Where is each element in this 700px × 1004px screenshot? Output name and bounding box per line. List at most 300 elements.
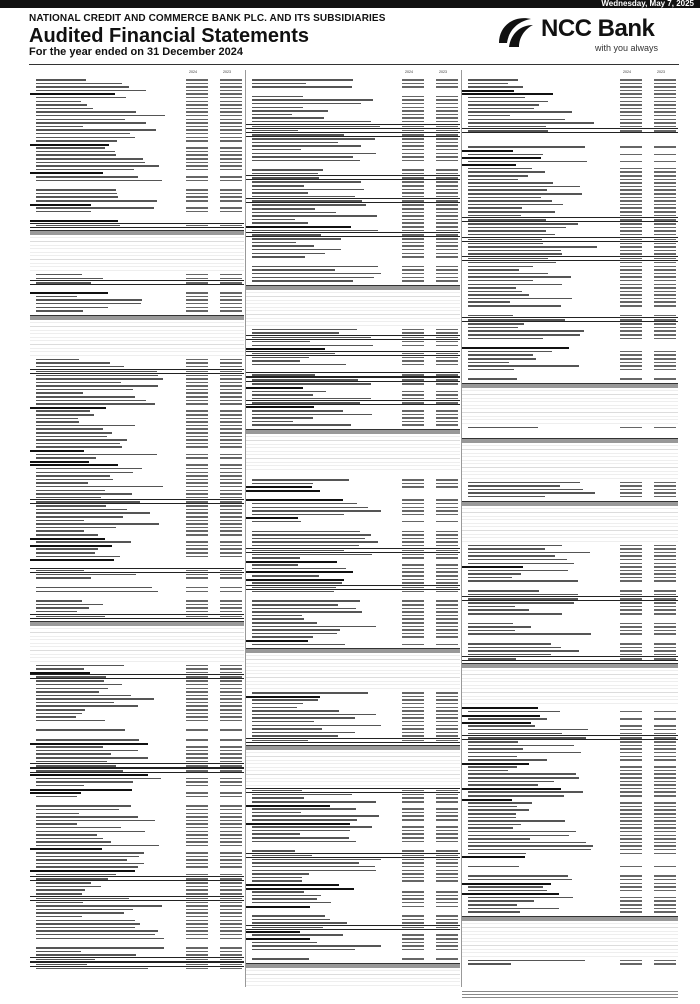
row-value-prior xyxy=(654,291,676,293)
row-value-current xyxy=(402,866,424,868)
row-value-current xyxy=(186,126,208,128)
row-value-prior xyxy=(654,215,676,217)
row-value-current xyxy=(402,219,424,221)
row-label xyxy=(36,878,108,880)
row-label xyxy=(36,482,88,484)
row-value-current xyxy=(620,146,642,148)
row-label xyxy=(468,552,590,554)
row-label xyxy=(252,604,338,606)
row-label xyxy=(252,927,323,929)
row-value-prior xyxy=(654,886,676,888)
row-label xyxy=(36,750,138,752)
row-value-current xyxy=(620,748,642,750)
row-value-prior xyxy=(654,86,676,88)
row-label xyxy=(36,713,82,715)
row-value-prior xyxy=(654,598,676,600)
row-value-prior xyxy=(436,507,458,509)
row-label xyxy=(36,468,142,470)
row-label xyxy=(36,310,83,312)
row-value-current xyxy=(620,654,642,656)
row-value-current xyxy=(186,359,208,361)
row-value-current xyxy=(620,200,642,202)
row-value-current xyxy=(186,923,208,925)
row-value-prior xyxy=(654,626,676,628)
row-value-current xyxy=(620,280,642,282)
row-value-current xyxy=(402,919,424,921)
row-label xyxy=(36,396,135,398)
row-label xyxy=(36,893,82,895)
row-value-prior xyxy=(436,226,458,228)
row-value-current xyxy=(620,824,642,826)
row-label xyxy=(468,189,547,191)
row-label xyxy=(252,417,313,419)
statement-row xyxy=(462,962,678,966)
row-value-prior xyxy=(436,86,458,88)
row-value-prior xyxy=(654,838,676,840)
period-subtitle: For the year ended on 31 December 2024 xyxy=(29,46,243,58)
row-value-current xyxy=(620,253,642,255)
row-value-current xyxy=(402,160,424,162)
row-value-current xyxy=(402,107,424,109)
row-value-prior xyxy=(220,165,242,167)
row-label xyxy=(468,227,566,229)
row-value-prior xyxy=(654,243,676,245)
row-value-current xyxy=(620,126,642,128)
row-value-prior xyxy=(220,362,242,364)
row-value-current xyxy=(186,104,208,106)
row-label xyxy=(252,222,308,224)
row-value-current xyxy=(402,880,424,882)
row-value-prior xyxy=(436,479,458,481)
schedule-table xyxy=(462,438,678,479)
row-label xyxy=(252,568,346,570)
row-value-current xyxy=(186,147,208,149)
row-label xyxy=(36,403,155,405)
column-header xyxy=(392,70,460,74)
row-value-current xyxy=(402,156,424,158)
row-label xyxy=(36,874,116,876)
row-value-prior xyxy=(220,746,242,748)
row-value-current xyxy=(186,968,208,970)
row-value-prior xyxy=(436,117,458,119)
row-label xyxy=(252,629,340,631)
row-value-current xyxy=(186,428,208,430)
row-value-current xyxy=(620,733,642,735)
row-value-current xyxy=(186,587,208,589)
row-value-prior xyxy=(436,332,458,334)
row-value-prior xyxy=(220,534,242,536)
row-value-current xyxy=(186,137,208,139)
row-value-current xyxy=(620,186,642,188)
row-value-prior xyxy=(220,119,242,121)
row-value-current xyxy=(186,785,208,787)
row-label xyxy=(252,644,345,646)
schedule-table xyxy=(462,383,678,424)
row-value-prior xyxy=(220,902,242,904)
row-value-prior xyxy=(220,520,242,522)
row-value-prior xyxy=(436,238,458,240)
row-value-prior xyxy=(654,609,676,611)
row-label xyxy=(252,915,325,917)
schedule-table xyxy=(246,285,460,326)
row-value-prior xyxy=(436,812,458,814)
row-label xyxy=(36,375,158,377)
row-value-current xyxy=(186,425,208,427)
row-value-current xyxy=(186,863,208,865)
row-value-current xyxy=(620,266,642,268)
row-value-prior xyxy=(436,379,458,381)
row-value-prior xyxy=(654,79,676,81)
row-value-prior xyxy=(654,115,676,117)
row-value-current xyxy=(186,841,208,843)
row-label xyxy=(36,845,159,847)
row-value-prior xyxy=(220,729,242,731)
row-label xyxy=(36,296,77,298)
row-value-prior xyxy=(436,156,458,158)
row-label xyxy=(36,475,110,477)
row-value-prior xyxy=(220,841,242,843)
row-label xyxy=(468,824,521,826)
row-label xyxy=(36,684,122,686)
row-label xyxy=(252,554,372,556)
row-value-current xyxy=(620,111,642,113)
row-label xyxy=(468,330,584,332)
row-value-prior xyxy=(220,303,242,305)
row-value-prior xyxy=(654,820,676,822)
row-value-prior xyxy=(436,266,458,268)
row-value-prior xyxy=(654,770,676,772)
row-label xyxy=(252,797,304,799)
row-value-current xyxy=(620,215,642,217)
row-value-current xyxy=(620,552,642,554)
row-value-prior xyxy=(220,378,242,380)
row-value-prior xyxy=(220,757,242,759)
row-value-prior xyxy=(436,79,458,81)
row-label xyxy=(252,219,295,221)
row-value-current xyxy=(620,602,642,604)
year-prior-label: 2023 xyxy=(223,70,231,74)
row-value-prior xyxy=(436,819,458,821)
row-label xyxy=(252,866,375,868)
schedule-table xyxy=(462,501,678,542)
row-label xyxy=(468,175,528,177)
row-value-current xyxy=(186,684,208,686)
row-value-current xyxy=(186,468,208,470)
row-label xyxy=(252,557,300,559)
row-value-current xyxy=(186,574,208,576)
row-label xyxy=(468,827,513,829)
row-label xyxy=(252,717,355,719)
row-value-prior xyxy=(220,684,242,686)
row-value-prior xyxy=(654,849,676,851)
row-label xyxy=(252,266,378,268)
row-label xyxy=(468,613,562,615)
row-value-prior xyxy=(654,234,676,236)
row-value-current xyxy=(186,770,208,772)
row-value-current xyxy=(402,841,424,843)
row-value-current xyxy=(402,728,424,730)
row-value-prior xyxy=(654,207,676,209)
row-label xyxy=(252,421,293,423)
schedule-table xyxy=(462,663,678,704)
row-label xyxy=(468,482,580,484)
row-label xyxy=(36,920,135,922)
row-value-current xyxy=(620,171,642,173)
row-value-current xyxy=(402,169,424,171)
row-value-prior xyxy=(436,699,458,701)
row-label xyxy=(36,225,120,227)
row-value-prior xyxy=(220,831,242,833)
row-value-prior xyxy=(654,126,676,128)
row-value-prior xyxy=(220,591,242,593)
row-value-prior xyxy=(220,418,242,420)
row-value-prior xyxy=(220,108,242,110)
row-label xyxy=(36,83,122,85)
row-value-prior xyxy=(436,138,458,140)
row-value-current xyxy=(402,230,424,232)
row-value-prior xyxy=(436,587,458,589)
row-value-current xyxy=(186,702,208,704)
statement-row xyxy=(462,656,678,661)
row-value-current xyxy=(186,695,208,697)
row-value-prior xyxy=(436,196,458,198)
row-value-current xyxy=(186,93,208,95)
row-label xyxy=(36,307,108,309)
row-value-current xyxy=(620,548,642,550)
row-value-current xyxy=(186,443,208,445)
row-value-prior xyxy=(436,618,458,620)
schedule-table xyxy=(30,621,244,662)
row-label xyxy=(468,258,548,260)
row-value-prior xyxy=(436,636,458,638)
top-strip xyxy=(0,0,700,8)
row-value-prior xyxy=(654,580,676,582)
row-value-prior xyxy=(220,680,242,682)
row-label xyxy=(36,954,136,956)
row-value-prior xyxy=(654,725,676,727)
row-value-current xyxy=(620,817,642,819)
row-value-prior xyxy=(654,280,676,282)
row-label xyxy=(468,485,560,487)
row-label xyxy=(36,151,115,153)
row-value-prior xyxy=(654,130,676,132)
row-label xyxy=(36,436,107,438)
row-label xyxy=(468,773,576,775)
schedule-table xyxy=(246,745,460,786)
row-label xyxy=(36,770,123,772)
row-value-prior xyxy=(436,134,458,136)
row-label xyxy=(468,427,538,429)
row-value-prior xyxy=(220,720,242,722)
row-value-current xyxy=(186,813,208,815)
row-value-current xyxy=(402,329,424,331)
row-value-current xyxy=(186,501,208,503)
row-label xyxy=(252,83,306,85)
row-value-current xyxy=(402,644,424,646)
row-label xyxy=(252,394,313,396)
row-value-prior xyxy=(654,555,676,557)
row-label xyxy=(468,756,517,758)
row-value-current xyxy=(186,852,208,854)
row-value-prior xyxy=(654,301,676,303)
row-label xyxy=(252,242,296,244)
row-label xyxy=(252,833,300,835)
row-value-prior xyxy=(654,230,676,232)
row-value-prior xyxy=(220,180,242,182)
row-value-prior xyxy=(220,446,242,448)
row-value-prior xyxy=(220,527,242,529)
row-value-current xyxy=(402,945,424,947)
row-value-current xyxy=(186,392,208,394)
row-value-prior xyxy=(436,808,458,810)
row-label xyxy=(36,753,111,755)
row-value-current xyxy=(620,115,642,117)
row-value-current xyxy=(620,555,642,557)
row-value-current xyxy=(186,310,208,312)
row-value-current xyxy=(620,298,642,300)
row-value-current xyxy=(402,145,424,147)
row-label xyxy=(36,695,131,697)
row-value-current xyxy=(186,534,208,536)
row-value-prior xyxy=(220,479,242,481)
row-value-current xyxy=(186,866,208,868)
row-value-prior xyxy=(220,371,242,373)
row-value-current xyxy=(186,616,208,618)
row-label xyxy=(36,410,90,412)
row-value-prior xyxy=(654,752,676,754)
row-label xyxy=(36,457,96,459)
row-value-current xyxy=(186,951,208,953)
row-value-prior xyxy=(220,886,242,888)
row-value-prior xyxy=(220,838,242,840)
row-value-current xyxy=(186,912,208,914)
row-value-current xyxy=(402,142,424,144)
row-label xyxy=(468,897,573,899)
row-value-current xyxy=(402,636,424,638)
row-value-prior xyxy=(654,83,676,85)
brand-tagline: with you always xyxy=(595,43,659,53)
row-value-prior xyxy=(220,778,242,780)
row-value-prior xyxy=(220,530,242,532)
row-value-current xyxy=(620,545,642,547)
row-value-prior xyxy=(654,358,676,360)
row-value-current xyxy=(620,566,642,568)
row-label xyxy=(252,357,309,359)
row-label xyxy=(36,165,159,167)
row-value-prior xyxy=(220,299,242,301)
row-value-current xyxy=(186,189,208,191)
row-label xyxy=(36,616,105,618)
row-value-current xyxy=(402,510,424,512)
row-value-prior xyxy=(654,900,676,902)
row-value-current xyxy=(620,606,642,608)
row-value-current xyxy=(186,129,208,131)
row-value-prior xyxy=(220,225,242,227)
row-value-current xyxy=(402,895,424,897)
row-label xyxy=(468,234,555,236)
row-value-prior xyxy=(436,942,458,944)
row-value-current xyxy=(186,282,208,284)
row-value-prior xyxy=(654,773,676,775)
row-value-current xyxy=(186,902,208,904)
row-value-prior xyxy=(220,705,242,707)
row-value-current xyxy=(402,927,424,929)
row-value-prior xyxy=(220,389,242,391)
row-value-prior xyxy=(436,374,458,376)
row-value-prior xyxy=(220,129,242,131)
row-label xyxy=(468,570,568,572)
row-value-prior xyxy=(654,866,676,868)
row-value-current xyxy=(186,716,208,718)
row-label xyxy=(252,204,366,206)
row-label xyxy=(252,794,352,796)
row-label xyxy=(36,371,157,373)
row-value-current xyxy=(402,110,424,112)
row-label xyxy=(252,855,312,857)
row-value-prior xyxy=(654,334,676,336)
row-label xyxy=(252,345,373,347)
row-label xyxy=(252,531,360,533)
row-label xyxy=(36,570,84,572)
row-label xyxy=(468,781,554,783)
row-value-prior xyxy=(220,859,242,861)
row-value-prior xyxy=(220,104,242,106)
row-label xyxy=(36,501,140,503)
row-value-current xyxy=(186,278,208,280)
row-value-prior xyxy=(654,273,676,275)
row-label xyxy=(252,790,302,792)
row-value-current xyxy=(620,243,642,245)
row-label xyxy=(468,737,586,739)
row-value-prior xyxy=(436,173,458,175)
row-value-current xyxy=(402,862,424,864)
row-value-current xyxy=(402,538,424,540)
statement-row xyxy=(462,377,678,381)
row-value-current xyxy=(402,891,424,893)
row-value-prior xyxy=(436,222,458,224)
row-value-prior xyxy=(436,611,458,613)
row-value-current xyxy=(186,705,208,707)
row-value-current xyxy=(402,600,424,602)
row-value-current xyxy=(186,366,208,368)
row-label xyxy=(252,826,372,828)
row-value-prior xyxy=(220,523,242,525)
row-value-prior xyxy=(436,398,458,400)
row-value-prior xyxy=(654,485,676,487)
row-label xyxy=(468,838,530,840)
row-value-prior xyxy=(436,859,458,861)
row-label xyxy=(36,299,142,301)
row-value-current xyxy=(402,797,424,799)
row-value-current xyxy=(186,938,208,940)
row-label xyxy=(36,882,91,884)
row-label xyxy=(252,692,368,694)
row-value-current xyxy=(620,842,642,844)
row-value-prior xyxy=(436,794,458,796)
row-value-prior xyxy=(220,296,242,298)
row-label xyxy=(36,479,113,481)
row-label xyxy=(36,359,79,361)
row-value-current xyxy=(402,103,424,105)
row-value-current xyxy=(402,499,424,501)
row-value-prior xyxy=(220,765,242,767)
row-label xyxy=(252,898,317,900)
row-value-current xyxy=(186,665,208,667)
row-label xyxy=(468,911,520,913)
schedule-table xyxy=(246,963,460,987)
row-value-current xyxy=(620,838,642,840)
row-label xyxy=(468,630,515,632)
